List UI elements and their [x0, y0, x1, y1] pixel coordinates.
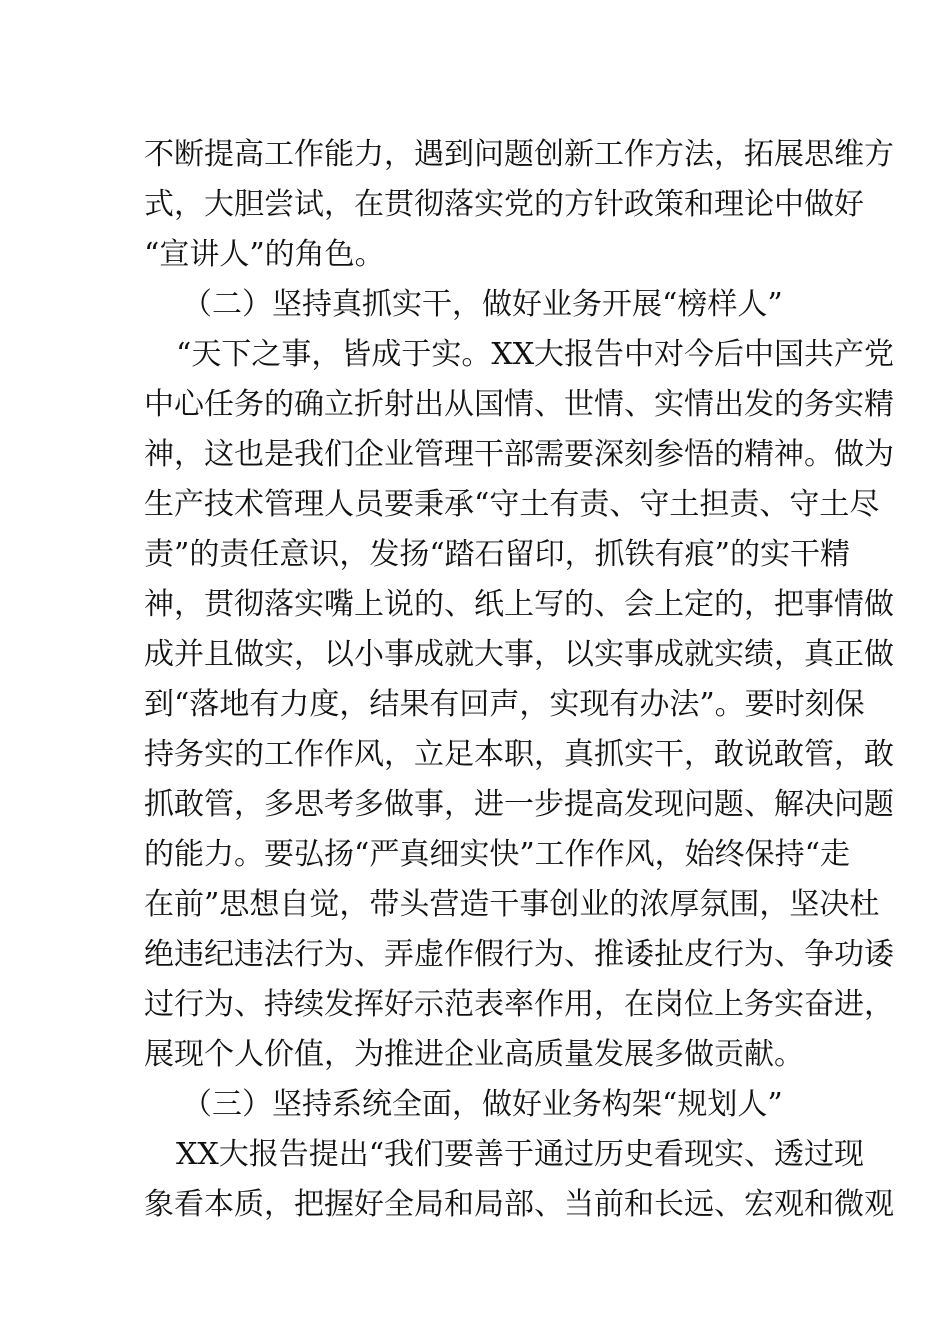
text-line: XX大报告提出“我们要善于通过历史看现实、透过现: [176, 1137, 865, 1172]
text-line: 中心任务的确立折射出从国情、世情、实情出发的务实精: [144, 387, 894, 422]
text-line: 神，贯彻落实嘴上说的、纸上写的、会上定的，把事情做: [144, 587, 894, 622]
text-line: 抓敢管，多思考多做事，进一步提高发现问题、解决问题: [144, 787, 894, 822]
text-line: 不断提高工作能力，遇到问题创新工作方法，拓展思维方: [144, 137, 894, 172]
text-line: 在前”思想自觉，带头营造干事创业的浓厚氛围，坚决杜: [144, 887, 880, 922]
text-line: “宣讲人”的角色。: [144, 237, 385, 272]
text-line: “天下之事，皆成于实。XX大报告中对今后中国共产党: [176, 337, 895, 372]
text-line: 到“落地有力度，结果有回声，实现有办法”。要时刻保: [144, 687, 865, 722]
text-line: 生产技术管理人员要秉承“守土有责、守土担责、守土尽: [144, 487, 880, 522]
section-heading-3: （三）坚持系统全面，做好业务构架“规划人”: [182, 1087, 783, 1122]
text-line: 展现个人价值，为推进企业高质量发展多做贡献。: [144, 1037, 804, 1072]
text-line: 象看本质，把握好全局和局部、当前和长远、宏观和微观: [144, 1187, 894, 1222]
text-line: 的能力。要弘扬“严真细实快”工作作风，始终保持“走: [144, 837, 851, 872]
text-line: 持务实的工作作风，立足本职，真抓实干，敢说敢管，敢: [144, 737, 894, 772]
text-line: 责”的责任意识，发扬“踏石留印，抓铁有痕”的实干精: [144, 537, 851, 572]
text-line: 过行为、持续发挥好示范表率作用，在岗位上务实奋进，: [144, 987, 894, 1022]
text-line: 神，这也是我们企业管理干部需要深刻参悟的精神。做为: [144, 437, 894, 472]
text-line: 成并且做实，以小事成就大事，以实事成就实绩，真正做: [144, 637, 894, 672]
text-line: 式，大胆尝试，在贯彻落实党的方针政策和理论中做好: [144, 187, 864, 222]
text-line: 绝违纪违法行为、弄虚作假行为、推诿扯皮行为、争功诿: [144, 937, 894, 972]
section-heading-2: （二）坚持真抓实干，做好业务开展“榜样人”: [182, 287, 783, 322]
